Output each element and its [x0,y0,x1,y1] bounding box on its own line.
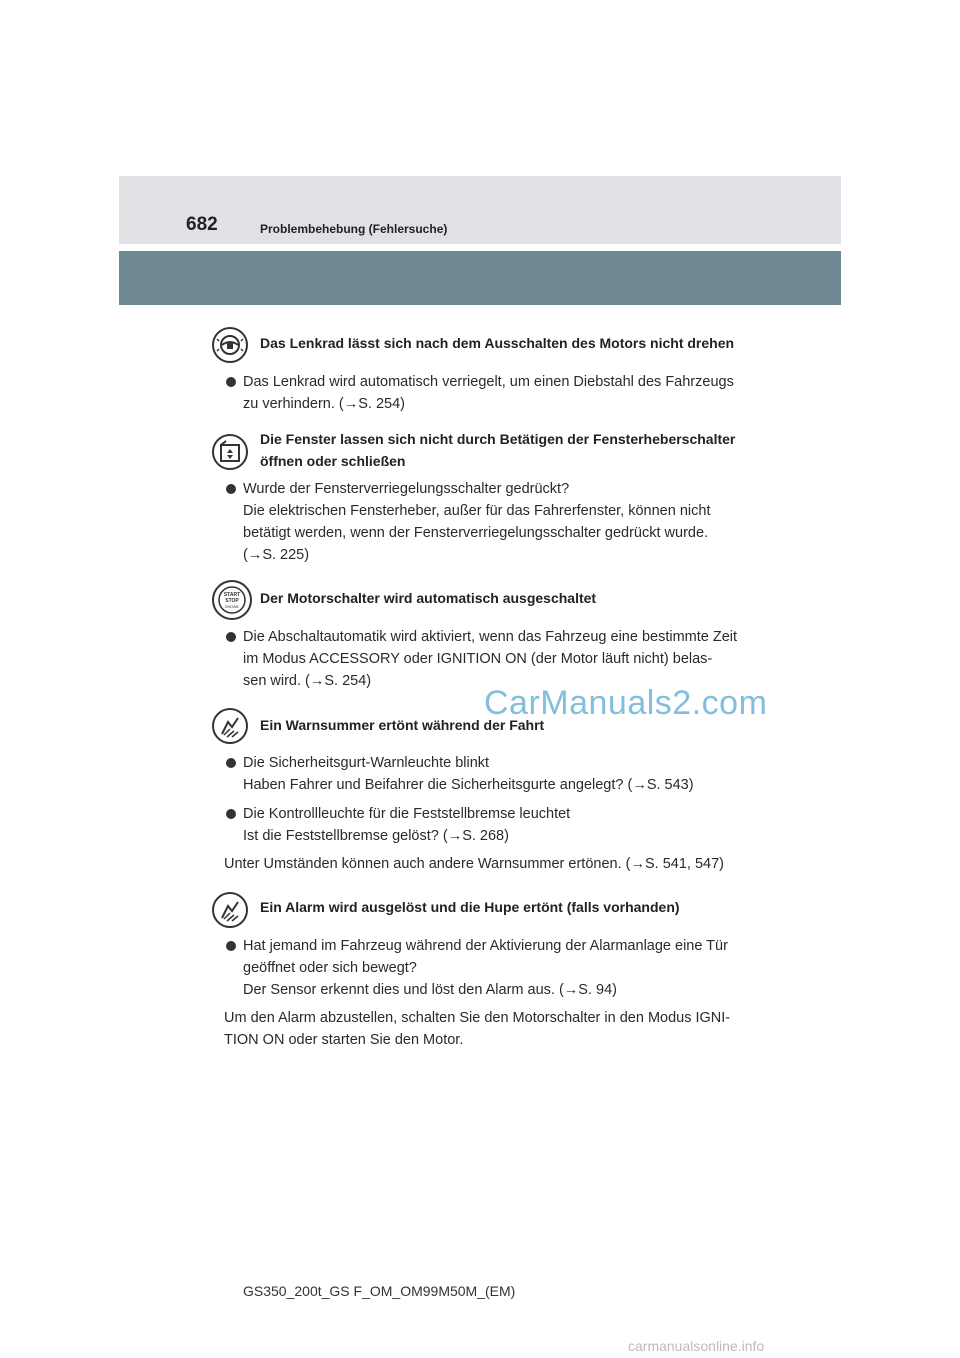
bullet-text: Hat jemand im Fahrzeug während der Aktivierung der Alarmanlage eine Tür geöffnet oder sich bewegt? Der Sensor erkennt dies und löst den Alarm aus. (→S. 94) [243,938,728,998]
bullet-point [226,941,236,951]
page-number: 682 [186,214,218,235]
footer-model-code: GS350_200t_GS F_OM_OM99M50M_(EM) [243,1283,516,1299]
bullet-point [226,632,236,642]
section-heading: Ein Warnsummer ertönt während der Fahrt [260,717,545,733]
watermark: CarManuals2.com [484,684,768,722]
icon-label: START [223,592,241,598]
steering-lock-icon [212,327,248,363]
bullet-text: Die Abschaltautomatik wird aktiviert, wenn das Fahrzeug eine bestimmte Zeit im Modus ACCESSORY oder IGNITION ON (der Motor läuft nicht) belas- sen wird. (→S. 254) [243,629,738,689]
bullet-point [226,377,236,387]
engine-start-stop-icon [212,580,252,620]
bullet-point [226,809,236,819]
alarm-icon [212,892,248,928]
bullet-point [226,758,236,768]
bullet-text: Die Kontrollleuchte für die Feststellbremse leuchtet Ist die Feststellbremse gelöst? (→S. 268) [243,806,571,844]
power-window-icon [212,434,248,470]
section-heading: Ein Alarm wird ausgelöst und die Hupe ertönt (falls vorhanden) [260,899,680,915]
warning-buzzer-icon [212,708,248,744]
note-text: Um den Alarm abzustellen, schalten Sie den Motorschalter in den Modus IGNI- TION ON oder starten Sie den Motor. [224,1010,731,1048]
bullet-text: Wurde der Fensterverriegelungsschalter gedrückt? Die elektrischen Fensterheber, außer für das Fahrerfenster, können nicht betätigt werden, wenn der Fensterverriegelungsschalter gedrückt wurde. (→S. 225) [243,481,711,563]
section-heading: Der Motorschalter wird automatisch ausgeschaltet [260,590,597,606]
bullet-text: Die Sicherheitsgurt-Warnleuchte blinkt Haben Fahrer und Beifahrer die Sicherheitsgurte angelegt? (→S. 543) [243,755,694,793]
section-heading: Das Lenkrad lässt sich nach dem Ausschalten des Motors nicht drehen [260,335,735,351]
section-heading: Die Fenster lassen sich nicht durch Betätigen der Fensterheberschalter öffnen oder schließen [260,431,736,469]
bullet-text: Das Lenkrad wird automatisch verriegelt, um einen Diebstahl des Fahrzeugs zu verhindern. (→S. 254) [243,374,734,412]
section-title: Problembehebung (Fehlersuche) [260,222,448,236]
icon-label: STOP [225,598,239,604]
note-text: Unter Umständen können auch andere Warnsummer ertönen. (→S. 541, 547) [224,856,724,872]
title-band [119,251,841,305]
bullet-point [226,484,236,494]
footer-site: carmanualsonline.info [628,1338,765,1354]
icon-label: ENGINE [225,605,239,609]
header-band [119,176,841,244]
